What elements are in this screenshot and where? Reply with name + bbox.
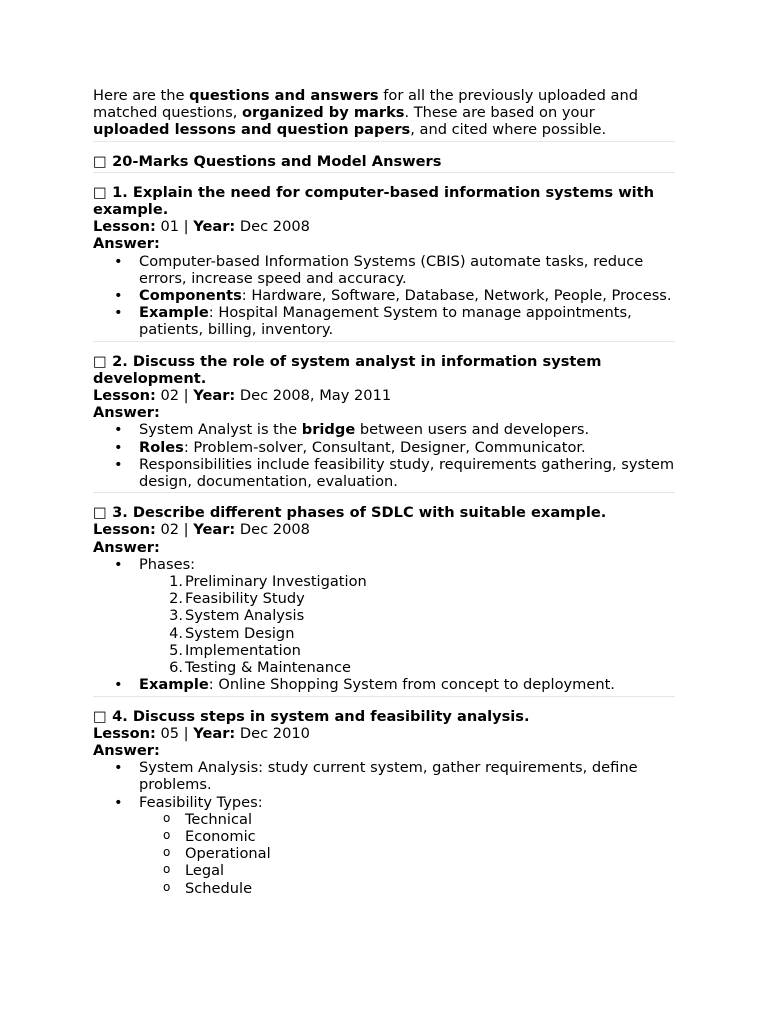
list-item: • System Analysis: study current system, gather requirements, define problems. (93, 759, 675, 793)
phase-item: 4. System Design (169, 624, 295, 642)
list-item: • Phases: 1. Preliminary Investigation 2. Feasibility Study 3. System Analysis 4. System Design 5. Implementation 6. Testing & Maintenance (93, 556, 675, 676)
question-title: □ 2. Discuss the role of system analyst in information system development. (93, 352, 602, 387)
phase-item: 2. Feasibility Study (169, 590, 305, 608)
lesson-value: 02 (155, 521, 180, 539)
intro-bold: uploaded lessons and question papers (93, 121, 411, 139)
divider (93, 341, 675, 342)
question-title: □ 4. Discuss steps in system and feasibility analysis. (93, 707, 530, 725)
list-item: • Feasibility Types: o Technical o Economic o Operational o Legal o Schedule (93, 794, 675, 897)
phase-item: 1. Preliminary Investigation (169, 573, 367, 591)
lesson-value: 01 (155, 218, 180, 236)
intro-bold: organized by marks (241, 104, 405, 122)
year-value: Dec 2010 (235, 724, 310, 742)
answer-list (93, 759, 675, 897)
year-value: Dec 2008, May 2011 (235, 387, 392, 405)
divider (93, 172, 675, 173)
intro-text: , and cited where possible. (410, 121, 607, 139)
answer-list (93, 253, 675, 339)
list-item: • Example: Hospital Management System to manage appointments, patients, billing, inventory. (93, 304, 675, 338)
placeholder-box-icon: □ (93, 504, 107, 522)
phase-item: 6. Testing & Maintenance (169, 659, 351, 677)
feasibility-type-item: o Legal (139, 862, 675, 879)
feasibility-type-item: o Schedule (139, 880, 675, 897)
answer-list (93, 421, 675, 490)
year-value: Dec 2008 (235, 521, 310, 539)
divider (93, 696, 675, 697)
question-block (93, 708, 675, 897)
placeholder-box-icon: □ (93, 183, 107, 201)
section-heading-text: 20-Marks Questions and Model Answers (107, 152, 442, 170)
phases-list (139, 573, 675, 676)
list-item: • Computer-based Information Systems (CBIS) automate tasks, reduce errors, increase speed and accuracy. (93, 253, 675, 287)
list-item: • Roles: Problem-solver, Consultant, Designer, Communicator. (93, 439, 675, 456)
phase-item: 5. Implementation (169, 641, 301, 659)
feasibility-type-item: o Operational (139, 845, 675, 862)
question-title: □ 1. Explain the need for computer-based information systems with example. (93, 183, 655, 219)
intro-text: Here are the (93, 87, 190, 104)
list-item: • Example: Online Shopping System from concept to deployment. (93, 676, 675, 693)
answer-label: Answer: (93, 235, 160, 253)
question-block (93, 504, 675, 693)
list-item: • System Analyst is the bridge between users and developers. (93, 421, 675, 438)
feasibility-type-item: o Technical (139, 811, 675, 828)
answer-list (93, 556, 675, 694)
intro-text: . These are based on your (404, 104, 595, 122)
feasibility-types-list (139, 811, 675, 897)
intro-paragraph (93, 87, 675, 139)
placeholder-box-icon: □ (93, 152, 107, 170)
feasibility-type-item: o Economic (139, 828, 675, 845)
question-meta: Lesson: 05 | Year: Dec 2010 (93, 724, 310, 742)
answer-label: Answer: (93, 404, 160, 422)
question-block (93, 353, 675, 491)
question-block (93, 184, 675, 339)
phase-item: 3. System Analysis (169, 607, 305, 625)
question-meta: Lesson: 02 | Year: Dec 2008, May 2011 (93, 387, 392, 405)
intro-text: for all the previously uploaded and matched questions, (93, 87, 639, 122)
list-item: • Responsibilities include feasibility study, requirements gathering, system design, documentation, evaluation. (93, 456, 675, 490)
placeholder-box-icon: □ (93, 352, 107, 370)
answer-label: Answer: (93, 741, 160, 759)
question-meta: Lesson: 01 | Year: Dec 2008 (93, 218, 310, 236)
section-heading (93, 153, 675, 170)
lesson-value: 05 (155, 724, 180, 742)
answer-label: Answer: (93, 538, 160, 556)
placeholder-box-icon: □ (93, 707, 107, 725)
lesson-value: 02 (155, 387, 180, 405)
question-meta: Lesson: 02 | Year: Dec 2008 (93, 521, 310, 539)
intro-bold: questions and answers (189, 87, 379, 104)
document-page (93, 87, 675, 897)
year-value: Dec 2008 (235, 218, 310, 236)
divider (93, 141, 675, 142)
question-title: □ 3. Describe different phases of SDLC with suitable example. (93, 504, 607, 522)
divider (93, 492, 675, 493)
list-item: • Components: Hardware, Software, Database, Network, People, Process. (93, 287, 675, 304)
